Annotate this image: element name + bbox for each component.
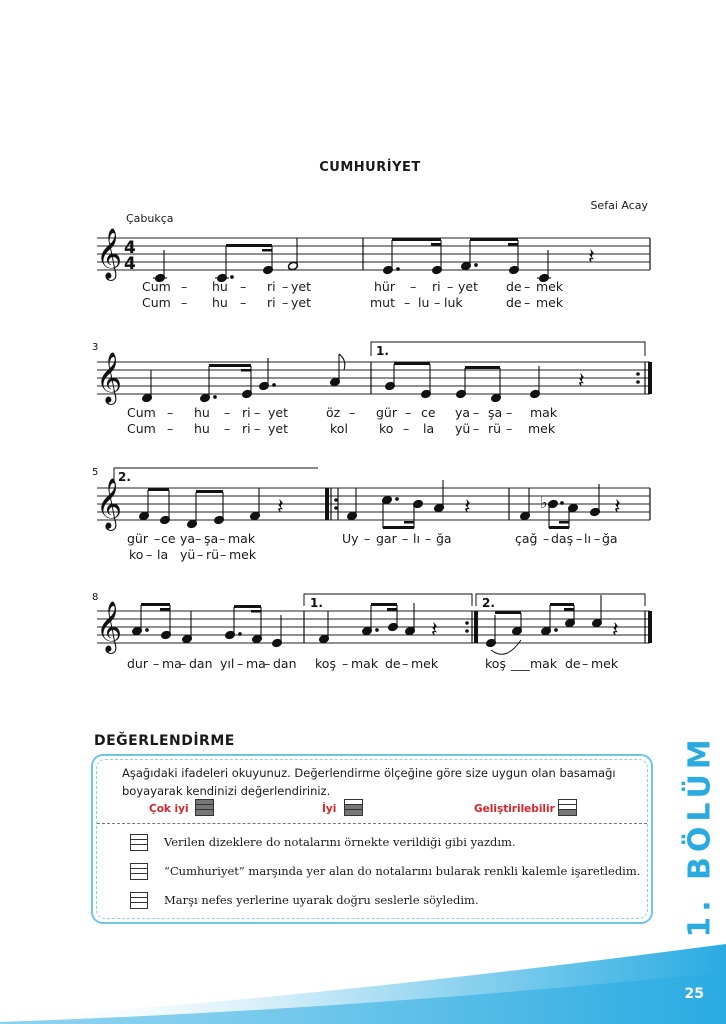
lyric: –: [403, 421, 410, 436]
rating-box[interactable]: [130, 834, 148, 851]
lyric: hu: [212, 295, 228, 310]
notes-staff-4: [132, 595, 603, 654]
first-ending-label: 1.: [376, 344, 389, 358]
quarter-rest-icon: 𝄽: [578, 369, 585, 394]
lyric: –: [402, 656, 409, 671]
lyric: –: [180, 656, 187, 671]
song-title: CUMHURİYET: [319, 160, 421, 175]
second-ending-label: 2.: [482, 596, 495, 610]
page-number: 25: [684, 986, 704, 1002]
lyric: yet: [458, 279, 478, 294]
lyric: mak: [530, 405, 558, 420]
footer-wave: [0, 900, 726, 1024]
lyric: gür: [127, 531, 148, 546]
measure-number: 3: [92, 342, 99, 353]
lyric: –: [181, 295, 188, 310]
lyric: –: [167, 421, 174, 436]
lyric: –: [447, 279, 454, 294]
lyric: –: [167, 405, 174, 420]
lyric: dur: [127, 656, 148, 671]
lyric: yü: [455, 421, 471, 436]
first-ending-label: 1.: [310, 596, 323, 610]
lyric: –: [506, 421, 513, 436]
lyric: –: [224, 405, 231, 420]
lyric: ce: [421, 405, 436, 420]
quarter-rest-icon: 𝄽: [464, 495, 471, 520]
lyric: –: [282, 279, 289, 294]
lyric: koş: [485, 656, 506, 671]
lyric: luk: [444, 295, 463, 310]
lyric: –: [364, 531, 371, 546]
lyric: –: [410, 279, 417, 294]
lyric: yet: [268, 405, 288, 420]
lyric: –: [425, 531, 432, 546]
treble-clef-icon: 𝄞: [96, 601, 123, 652]
lyric: –: [240, 295, 247, 310]
lyric: –: [473, 405, 480, 420]
lyric: –: [543, 531, 550, 546]
lyric: –: [254, 405, 261, 420]
lyric: hür: [374, 279, 395, 294]
lyric: ce: [161, 531, 176, 546]
lyric: –: [153, 656, 160, 671]
lyric: mek: [536, 295, 564, 310]
lyric: rü: [488, 421, 502, 436]
lyric: ri: [432, 279, 441, 294]
lyric: –: [224, 421, 231, 436]
lyric: –: [342, 656, 349, 671]
lyric: la: [157, 547, 169, 562]
lyric: mek: [536, 279, 564, 294]
lyric: ___: [511, 656, 530, 671]
lyric: Uy: [342, 531, 359, 546]
lyric: –: [524, 279, 531, 294]
quarter-rest-icon: 𝄽: [431, 618, 438, 643]
lyric: –: [576, 531, 583, 546]
quarter-rest-icon: 𝄽: [588, 245, 595, 270]
scale-label-very-good: Çok iyi: [149, 803, 189, 815]
lyric: Cum: [142, 279, 171, 294]
lyric: ko: [379, 421, 394, 436]
lyric: ko: [129, 547, 144, 562]
lyric: koş: [315, 656, 336, 671]
treble-clef-icon: 𝄞: [96, 478, 123, 529]
lyric: –: [254, 421, 261, 436]
time-signature-bottom: 4: [124, 254, 136, 274]
quarter-rest-icon: 𝄽: [277, 495, 284, 520]
scale-label-good: İyi: [322, 803, 337, 815]
lyric: yet: [291, 295, 311, 310]
treble-clef-icon: 𝄞: [96, 228, 123, 279]
lyric: –: [219, 531, 226, 546]
lyric: Cum: [127, 405, 156, 420]
scale-label-improvable: Geliştirilebilir: [474, 803, 555, 815]
lyric: –: [197, 547, 204, 562]
criterion-text: Marşı nefes yerlerine uyarak doğru seslerle söyledim.: [164, 893, 479, 907]
lyric: daş: [551, 531, 574, 546]
second-ending-label: 2.: [118, 470, 131, 484]
lyric: gar: [376, 531, 397, 546]
lyric: –: [405, 405, 412, 420]
lyric: hu: [212, 279, 228, 294]
lyric: yıl: [220, 656, 235, 671]
lyric: gür: [376, 405, 397, 420]
lyric: ri: [242, 421, 251, 436]
lyric: de: [506, 295, 522, 310]
lyric: mek: [591, 656, 619, 671]
tempo-marking: Çabukça: [126, 212, 174, 225]
staff-3: [97, 488, 650, 520]
scale-box-improvable: [558, 799, 577, 816]
composer-name: Sefai Acay: [590, 199, 648, 212]
lyric: mak: [351, 656, 379, 671]
lyric: –: [402, 531, 409, 546]
lyric: ma: [162, 656, 182, 671]
lyric: mak: [228, 531, 256, 546]
quarter-rest-icon: 𝄽: [614, 495, 621, 520]
scale-box-very-good: [195, 799, 214, 816]
lyric: –: [434, 295, 441, 310]
lyric: Cum: [127, 421, 156, 436]
evaluation-instruction: Aşağıdaki ifadeleri okuyunuz. Değerlendirme ölçeğine göre size uygun olan basamağı boyayarak kendinizi değerlendiriniz.: [122, 766, 616, 798]
lyric: la: [423, 421, 435, 436]
lyric: –: [524, 295, 531, 310]
lyric: ğa: [436, 531, 452, 546]
time-signature-top: 4: [124, 238, 136, 258]
lyric: –: [181, 279, 188, 294]
lyric: de: [385, 656, 401, 671]
staff-1: [97, 238, 650, 270]
lyric: kol: [330, 421, 348, 436]
lyric: ma: [246, 656, 266, 671]
lyric: –: [282, 295, 289, 310]
lyric: –: [473, 421, 480, 436]
lyric: ğa: [602, 531, 618, 546]
lyric: dan: [273, 656, 297, 671]
lyric: –: [154, 531, 161, 546]
lyric: lı: [584, 531, 591, 546]
lyric: lı: [413, 531, 420, 546]
treble-clef-icon: 𝄞: [96, 352, 123, 403]
lyric: –: [594, 531, 601, 546]
lyric: –: [220, 547, 227, 562]
lyric: –: [240, 279, 247, 294]
lyric: ri: [242, 405, 251, 420]
measure-number: 8: [92, 592, 99, 603]
scale-box-good: [344, 799, 363, 816]
lyric: –: [404, 295, 411, 310]
volta-brackets: [114, 342, 645, 606]
lyric: hu: [194, 421, 210, 436]
lyric: rü: [206, 547, 220, 562]
lyric: –: [195, 531, 202, 546]
lyric: –: [506, 405, 513, 420]
chapter-label: 1. BÖLÜM: [682, 734, 718, 938]
lyric: mek: [229, 547, 257, 562]
lyric: çağ: [515, 531, 538, 546]
bar-lines: [304, 238, 650, 643]
lyric: ri: [267, 279, 276, 294]
criterion-text: “Cumhuriyet” marşında yer alan do notalarını bularak renkli kalemle işaretledim.: [164, 864, 641, 878]
lyric: hu: [194, 405, 210, 420]
lyric: –: [146, 547, 153, 562]
quarter-rest-icon: 𝄽: [612, 618, 619, 643]
lyric: mak: [530, 656, 558, 671]
lyric: şa: [488, 405, 503, 420]
evaluation-divider: [97, 823, 647, 824]
lyric: dan: [189, 656, 213, 671]
lyric: –: [349, 405, 356, 420]
lyric: –: [237, 656, 244, 671]
lyric: ya: [180, 531, 196, 546]
lyric: öz: [326, 405, 341, 420]
lyric: –: [264, 656, 271, 671]
lyric: yü: [180, 547, 196, 562]
lyric: Cum: [142, 295, 171, 310]
notes-staff-1: [153, 238, 551, 283]
lyric: de: [565, 656, 581, 671]
lyric: de: [506, 279, 522, 294]
staff-2: [97, 362, 650, 394]
evaluation-title: DEĞERLENDİRME: [94, 733, 235, 749]
rating-box[interactable]: [130, 863, 148, 880]
lyric: yet: [268, 421, 288, 436]
lyric: mek: [411, 656, 439, 671]
lyric: mek: [528, 421, 556, 436]
flat-sign-icon: ♭: [540, 493, 548, 512]
lyric: –: [582, 656, 589, 671]
lyric: lu: [418, 295, 430, 310]
lyric: ri: [267, 295, 276, 310]
lyric: şa: [204, 531, 219, 546]
criterion-text: Verilen dizeklere do notalarını örnekte verildiği gibi yazdım.: [164, 835, 516, 849]
lyric: yet: [291, 279, 311, 294]
staff-4: [97, 611, 650, 643]
lyric: mut: [370, 295, 395, 310]
lyric: ya: [455, 405, 471, 420]
measure-number: 5: [92, 467, 99, 478]
